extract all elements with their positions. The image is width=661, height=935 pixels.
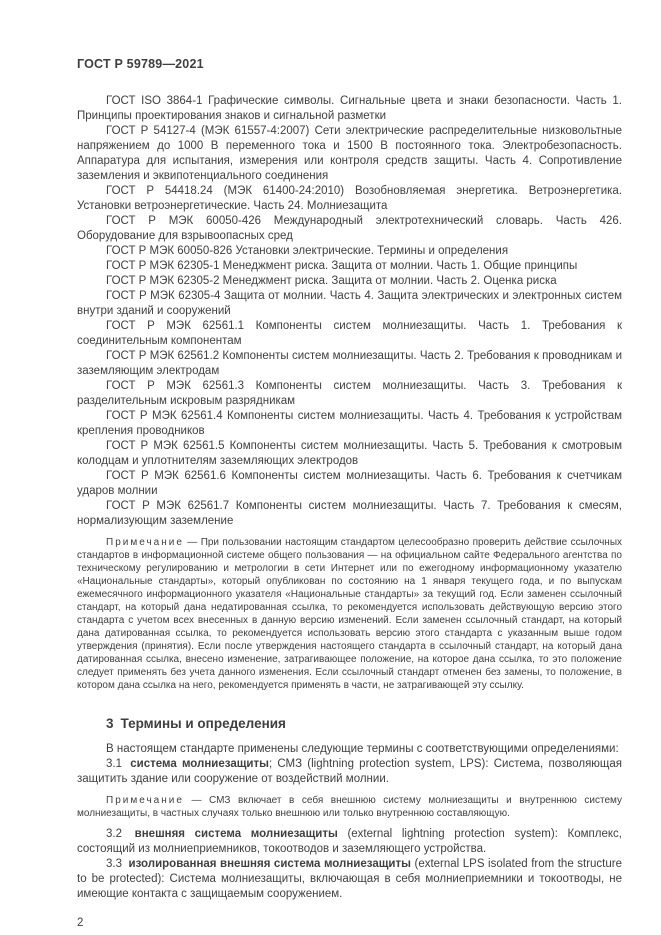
reference-item: ГОСТ Р МЭК 62561.3 Компоненты систем молниезащиты. Часть 3. Требования к разделительным искровым разрядникам [77, 380, 622, 407]
reference-item: ГОСТ Р МЭК 62561.4 Компоненты систем молниезащиты. Часть 4. Требования к устройствам крепления проводников [77, 410, 622, 437]
note-label: Примечание [106, 795, 184, 806]
reference-item: ГОСТ Р МЭК 62561.5 Компоненты систем молниезащиты. Часть 5. Требования к смотровым колодцам и уплотнителям заземляющих электродов [77, 440, 622, 467]
term-3-1 [77, 757, 622, 787]
term-3-2 [77, 827, 622, 857]
term-number: 3.3 [106, 858, 122, 870]
term-definition: ; СМЗ (lightning protection system, LPS): Система, позволяющая защитить здание или сооружение от воздействий молнии. [77, 758, 623, 785]
reference-item: ГОСТ Р МЭК 62305-1 Менеджмент риска. Защита от молнии. Часть 1. Общие принципы [106, 260, 578, 272]
reference-item: ГОСТ Р МЭК 60050-826 Установки электрические. Термины и определения [106, 245, 509, 257]
term-definition: (external LPS isolated from the structure to be protected): Система молниезащиты, включающая в себя молниеприемники и токоотводы, не имеющие контакта с защищаемым сооружением. [77, 858, 622, 900]
section-number: 3 [106, 716, 114, 731]
section-3-heading [77, 716, 622, 731]
reference-item: ГОСТ Р МЭК 62561.6 Компоненты систем молниезащиты. Часть 6. Требования к счетчикам ударов молнии [77, 470, 622, 497]
reference-item: ГОСТ Р МЭК 62561.2 Компоненты систем молниезащиты. Часть 2. Требования к проводникам и заземляющим электродам [77, 350, 622, 377]
reference-item: ГОСТ Р 54127-4 (МЭК 61557-4:2007) Сети электрические распределительные низковольтные напряжением до 1000 В переменного тока и 1500 В постоянного тока. Электробезопасность. Аппаратура для испытания, измерения или контроля средств защиты. Часть 4. Сопротивление заземления и эквипотенциального соединения [77, 125, 622, 182]
references-note [77, 536, 622, 692]
references-list [77, 94, 622, 529]
note-text: — При пользовании настоящим стандартом целесообразно проверить действие ссылочных стандартов в информационной системе общего пользования — на официальном сайте Федерального агентства по техническому регулированию и метрологии в сети Интернет или по ежегодному информационному указателю «Национальные стандарты», который опубликован по состоянию на 1 января текущего года, и по выпускам ежемесячного информационного указателя «Национальные стандарты» за текущий год. Если заменен ссылочный стандарт, на который дана недатированная ссылка, то рекомендуется использовать действующую версию этого стандарта с учетом всех внесенных в данную версию изменений. Если заменен ссылочный стандарт, на который дана датированная ссылка, то рекомендуется использовать версию этого стандарта с указанным выше годом утверждения (принятия). Если после утверждения настоящего стандарта в ссылочный стандарт, на который дана датированная ссылка, внесено изменение, затрагивающее положение, на которое дана ссылка, то это положение следует применять без учета данного изменения. Если ссылочный стандарт отменен без замены, то положение, в котором дана ссылка на него, рекомендуется применять в части, не затрагивающей эту ссылку. [77, 537, 623, 691]
note-text: — СМЗ включает в себя внешнюю систему молниезащиты и внутреннюю систему молниезащиты, в частных случаях только внешнюю или только внутреннюю составляющую. [77, 795, 622, 819]
reference-item: ГОСТ Р МЭК 60050-426 Международный электротехнический словарь. Часть 426. Оборудование для взрывоопасных сред [77, 215, 622, 242]
term-3-3 [77, 857, 622, 902]
reference-item: ГОСТ ISO 3864-1 Графические символы. Сигнальные цвета и знаки безопасности. Часть 1. Принципы проектирования знаков и сигнальной разметки [77, 95, 622, 122]
terms-intro: В настоящем стандарте применены следующие термины с соответствующими определениями: [106, 743, 619, 755]
term-number: 3.1 [106, 758, 122, 770]
term-number: 3.2 [106, 828, 122, 840]
term-name: система молниезащиты [130, 758, 269, 770]
page-number: 2 [77, 917, 84, 929]
reference-item: ГОСТ Р МЭК 62561.7 Компоненты систем молниезащиты. Часть 7. Требования к смесям, нормализующим заземление [77, 500, 622, 527]
term-name: внешняя система молниезащиты [134, 828, 338, 840]
reference-item: ГОСТ Р 54418.24 (МЭК 61400-24:2010) Возобновляемая энергетика. Ветроэнергетика. Установки ветроэнергетические. Часть 24. Молниезащита [77, 185, 622, 212]
reference-item: ГОСТ Р МЭК 62305-2 Менеджмент риска. Защита от молнии. Часть 2. Оценка риска [106, 275, 557, 287]
reference-item: ГОСТ Р МЭК 62561.1 Компоненты систем молниезащиты. Часть 1. Требования к соединительным компонентам [77, 320, 622, 347]
term-definition: (external lightning protection system): Комплекс, состоящий из молниеприемников, токоотводов и заземляющего устройства. [77, 828, 622, 855]
note-label: Примечание [106, 537, 184, 548]
reference-item: ГОСТ Р МЭК 62305-4 Защита от молнии. Часть 4. Защита электрических и электронных систем внутри зданий и сооружений [77, 290, 622, 317]
section-title: Термины и определения [120, 716, 286, 731]
term-name: изолированная внешняя система молниезащиты [128, 858, 411, 870]
document-code-header: ГОСТ Р 59789—2021 [77, 57, 204, 71]
term-3-1-note [77, 794, 622, 820]
